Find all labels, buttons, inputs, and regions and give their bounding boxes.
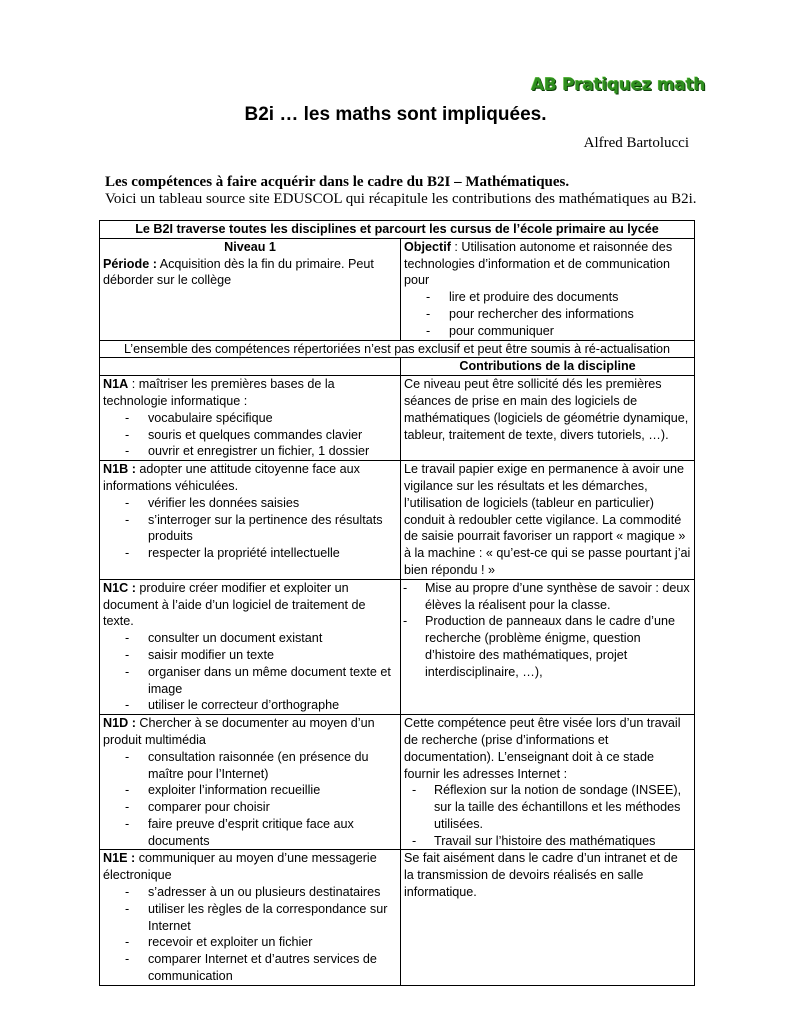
competence-cell (100, 376, 401, 461)
contributions-header: Contributions de la discipline (401, 358, 695, 376)
list-item: - exploiter l’information recueillie (103, 782, 397, 799)
author: Alfred Bartolucci (583, 135, 689, 151)
contribution-list (404, 782, 691, 849)
ensemble-note: L’ensemble des compétences répertoriées n’est pas exclusif et peut être soumis à ré-actualisation (100, 340, 695, 358)
list-item: - faire preuve d’esprit critique face aux documents (103, 816, 397, 850)
contribution-cell (401, 376, 695, 461)
objectif-cell (401, 238, 695, 340)
contribution-text: Le travail papier exige en permanence à avoir une vigilance sur les résultats et les démarches, l’utilisation de logiciels (tableur en particulier) conduit à redoubler cette vigilance. La commodité de saisie pourrait favoriser un rapport « magique » à la machine : « qu’est-ce qui se passe pourtant j’ai bien répondu ! » (404, 462, 691, 577)
competence-desc: N1C : produire créer modifier et exploiter un document à l’aide d’un logiciel de traitement de texte. (103, 580, 366, 629)
contribution-cell (401, 715, 695, 850)
table-header: Le B2I traverse toutes les disciplines et parcourt les cursus de l’école primaire au lycée (100, 221, 695, 239)
list-item: - souris et quelques commandes clavier (103, 427, 397, 444)
niveau-cell (100, 238, 401, 340)
list-item: - utiliser les règles de la correspondance sur Internet (103, 901, 397, 935)
contribution-cell (401, 461, 695, 580)
empty-cell (100, 358, 401, 376)
list-item: - Mise au propre d’une synthèse de savoir : deux élèves la réalisent pour la classe. (404, 580, 691, 614)
list-item: - vocabulaire spécifique (103, 410, 397, 427)
table-row (100, 715, 695, 850)
table-header-row (100, 221, 695, 239)
objectif-list (404, 289, 691, 339)
contribution-list (404, 580, 691, 681)
list-item: - s’interroger sur la pertinence des résultats produits (103, 512, 397, 546)
list-item: - ouvrir et enregistrer un fichier, 1 dossier (103, 443, 397, 460)
competence-list (103, 749, 397, 850)
intro-heading: Les compétences à faire acquérir dans le cadre du B2I – Mathématiques. (105, 174, 570, 190)
table-row (100, 376, 695, 461)
list-item: - Travail sur l’histoire des mathématiques (404, 833, 691, 850)
table-row (100, 461, 695, 580)
list-item: - comparer Internet et d’autres services de communication (103, 951, 397, 985)
list-item: - pour rechercher des informations (404, 306, 691, 323)
logo: AB Pratiquez math (531, 75, 706, 95)
list-item: - comparer pour choisir (103, 799, 397, 816)
list-item: - vérifier les données saisies (103, 495, 397, 512)
list-item: - s’adresser à un ou plusieurs destinataires (103, 884, 397, 901)
competence-list (103, 630, 397, 714)
intro (105, 174, 705, 208)
list-item: - lire et produire des documents (404, 289, 691, 306)
intro-text: Voici un tableau source site EDUSCOL qui récapitule les contributions des mathématiques au B2i. (105, 191, 697, 207)
competence-cell (100, 579, 401, 714)
competence-desc: N1D : Chercher à se documenter au moyen d’un produit multimédia (103, 716, 375, 747)
contribution-text: Cette compétence peut être visée lors d’un travail de recherche (prise d’informations et documentation). L’enseignant doit à ce stade fournir les adresses Internet : (404, 716, 681, 781)
list-item: - pour communiquer (404, 323, 691, 340)
list-item: - Production de panneaux dans le cadre d’une recherche (problème énigme, question d’histoire des mathématiques, projet interdisciplinaire, …), (404, 613, 691, 680)
competence-list (103, 884, 397, 985)
contribution-cell (401, 850, 695, 985)
competences-table (99, 220, 695, 986)
contribution-text: Se fait aisément dans le cadre d’un intranet et de la transmission de devoirs réalisés en salle informatique. (404, 851, 678, 900)
table-row (100, 579, 695, 714)
competence-desc: N1A : maîtriser les premières bases de la technologie informatique : (103, 377, 335, 408)
page-title: B2i … les maths sont impliquées. (244, 104, 547, 125)
competence-cell (100, 715, 401, 850)
periode: Période : Acquisition dès la fin du primaire. Peut déborder sur le collège (103, 256, 374, 288)
ensemble-row (100, 340, 695, 358)
competence-desc: N1B : adopter une attitude citoyenne face aux informations véhiculées. (103, 462, 360, 493)
niveau-row (100, 238, 695, 340)
list-item: - organiser dans un même document texte et image (103, 664, 397, 698)
competence-list (103, 410, 397, 460)
contributions-header-row (100, 358, 695, 376)
contribution-text: Ce niveau peut être sollicité dés les premières séances de prise en main des logiciels de mathématiques (logiciels de géométrie dynamique, tableur, traitement de texte, divers tutoriels, …). (404, 377, 689, 442)
list-item: - consulter un document existant (103, 630, 397, 647)
competence-desc: N1E : communiquer au moyen d’une messagerie électronique (103, 851, 377, 883)
objectif: Objectif : Utilisation autonome et raisonnée des technologies d’information et de communication pour (404, 239, 673, 288)
competence-cell (100, 461, 401, 580)
list-item: - Réflexion sur la notion de sondage (INSEE), sur la taille des échantillons et les méthodes utilisées. (404, 782, 691, 832)
list-item: - consultation raisonnée (en présence du maître pour l’Internet) (103, 749, 397, 783)
niveau-label: Niveau 1 (224, 239, 276, 254)
contribution-cell (401, 579, 695, 714)
list-item: - utiliser le correcteur d’orthographe (103, 697, 397, 714)
list-item: - saisir modifier un texte (103, 647, 397, 664)
list-item: - respecter la propriété intellectuelle (103, 545, 397, 562)
competence-list (103, 495, 397, 562)
competence-cell (100, 850, 401, 985)
list-item: - recevoir et exploiter un fichier (103, 934, 397, 951)
table-row (100, 850, 695, 985)
